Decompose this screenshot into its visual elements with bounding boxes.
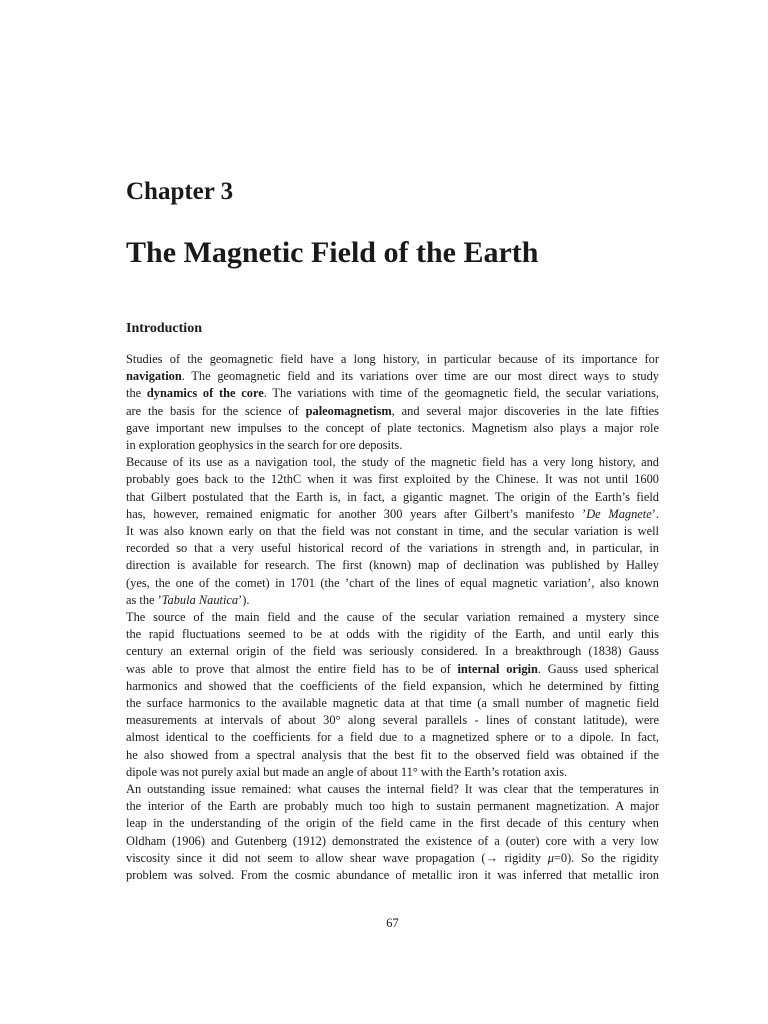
page-number: 67 bbox=[386, 916, 399, 930]
text-segment: viscosity since it did not seem to allow shear wave propagation (→ rigidity bbox=[126, 850, 548, 865]
text-segment: dipole was not purely axial but made an angle of about 11° with the Earth’s rotation axis. bbox=[126, 764, 568, 779]
text-segment: Studies of the geomagnetic field have a long history, in particular because of its importance for bbox=[126, 352, 659, 366]
text-segment: almost identical to the coefficients for a field due to a magnetized sphere or to a dipole. In fact, bbox=[126, 730, 659, 745]
text-line bbox=[126, 609, 659, 626]
text-segment: problem was solved. From the cosmic abundance of metallic iron it was inferred that metallic iron bbox=[126, 868, 659, 883]
bold-text: internal origin bbox=[457, 661, 538, 676]
text-line bbox=[126, 506, 659, 523]
italic-text: Tabula Nautica bbox=[161, 592, 239, 607]
italic-text: μ bbox=[547, 850, 554, 865]
text-segment: that Gilbert postulated that the Earth is, in fact, a gigantic magnet. The origin of the Earth’s field bbox=[126, 489, 659, 504]
text-line bbox=[126, 661, 659, 678]
text-segment: The source of the main field and the cause of the secular variation remained a mystery since bbox=[126, 610, 659, 625]
text-line bbox=[126, 557, 659, 574]
bold-text: paleomagnetism bbox=[305, 403, 392, 418]
text-line bbox=[126, 764, 659, 781]
text-segment: It was also known early on that the field was not constant in time, and the secular variation is well bbox=[126, 524, 659, 539]
text-segment: Because of its use as a navigation tool, the study of the magnetic field has a very long history, and bbox=[126, 455, 659, 470]
text-line bbox=[126, 489, 659, 506]
bold-text: dynamics of the core bbox=[146, 386, 264, 401]
text-line bbox=[126, 798, 659, 815]
body-text bbox=[126, 351, 659, 884]
chapter-title: The Magnetic Field of the Earth bbox=[126, 236, 539, 269]
text-line bbox=[126, 403, 659, 420]
text-line bbox=[126, 471, 659, 488]
text-line bbox=[126, 695, 659, 712]
text-segment: harmonics and showed that the coefficients of the field expansion, which he determined by fitting bbox=[126, 678, 659, 693]
italic-text: De Magnete bbox=[586, 506, 652, 521]
text-line bbox=[126, 781, 659, 798]
text-line bbox=[126, 540, 659, 557]
text-line bbox=[126, 626, 659, 643]
text-line bbox=[126, 643, 659, 660]
text-segment: An outstanding issue remained: what causes the internal field? It was clear that the temperatures in bbox=[126, 782, 659, 797]
chapter-label: Chapter 3 bbox=[126, 178, 234, 205]
text-segment: the bbox=[126, 386, 147, 401]
text-segment: Oldham (1906) and Gutenberg (1912) demonstrated the existence of a (outer) core with a very low bbox=[126, 833, 659, 848]
bold-text: navigation bbox=[126, 369, 182, 384]
section-heading: Introduction bbox=[126, 321, 202, 336]
document-page bbox=[126, 0, 659, 1024]
text-segment: . The variations with time of the geomagnetic field, the secular variations, bbox=[263, 386, 659, 401]
text-line bbox=[126, 575, 659, 592]
text-segment: . Gauss used spherical bbox=[537, 661, 659, 676]
text-line bbox=[126, 385, 659, 402]
text-segment: are the basis for the science of bbox=[126, 403, 306, 418]
text-line bbox=[126, 523, 659, 540]
text-segment: (yes, the one of the comet) in 1701 (the ’chart of the lines of equal magnetic variation’, also known bbox=[126, 575, 659, 590]
text-segment: in exploration geophysics in the search for ore deposits. bbox=[126, 438, 403, 453]
text-segment: has, however, remained enigmatic for another 300 years after Gilbert’s manifesto ’ bbox=[126, 506, 587, 521]
text-line bbox=[126, 678, 659, 695]
text-line bbox=[126, 592, 659, 609]
text-segment: century an external origin of the field was seriously considered. In a breakthrough (1838) Gauss bbox=[126, 644, 659, 659]
text-line bbox=[126, 437, 659, 454]
text-segment: he also showed from a spectral analysis that the best fit to the observed field was obtained if the bbox=[126, 747, 659, 762]
text-segment: =0). So the rigidity bbox=[553, 850, 660, 865]
text-segment: was able to prove that almost the entire field has to be of bbox=[126, 661, 458, 676]
text-segment: probably goes back to the 12thC when it was first exploited by the Chinese. It was not until 1600 bbox=[126, 472, 659, 487]
text-line bbox=[126, 747, 659, 764]
text-segment: gave important new impulses to the concept of plate tectonics. Magnetism also plays a major role bbox=[126, 420, 659, 435]
text-segment: ’). bbox=[238, 592, 250, 607]
text-segment: as the ’ bbox=[126, 592, 162, 607]
text-line bbox=[126, 368, 659, 385]
text-line bbox=[126, 833, 659, 850]
text-line bbox=[126, 420, 659, 437]
text-segment: recorded so that a very useful historical record of the variations in strength and, in particular, in bbox=[126, 541, 659, 556]
text-line bbox=[126, 729, 659, 746]
text-line bbox=[126, 850, 659, 867]
text-segment: the rapid fluctuations seemed to be at odds with the rigidity of the Earth, and until early this bbox=[126, 627, 659, 642]
text-line bbox=[126, 867, 659, 884]
text-line bbox=[126, 351, 659, 368]
text-line bbox=[126, 815, 659, 832]
text-segment: ’. bbox=[651, 506, 659, 521]
text-segment: measurements at intervals of about 30° along several parallels - lines of constant latitude), were bbox=[126, 713, 659, 728]
text-segment: . The geomagnetic field and its variations over time are our most direct ways to study bbox=[181, 369, 659, 384]
text-segment: direction is available for research. The first (known) map of declination was published by Halley bbox=[126, 558, 659, 573]
text-line bbox=[126, 712, 659, 729]
text-segment: the interior of the Earth are probably much too high to sustain permanent magnetization. A major bbox=[126, 799, 659, 814]
text-segment: leap in the understanding of the origin of the field came in the first decade of this century when bbox=[126, 816, 659, 831]
text-line bbox=[126, 454, 659, 471]
text-segment: , and several major discoveries in the late fifties bbox=[391, 403, 660, 418]
text-segment: the surface harmonics to the available magnetic data at that time (a small number of magnetic field bbox=[126, 696, 659, 711]
